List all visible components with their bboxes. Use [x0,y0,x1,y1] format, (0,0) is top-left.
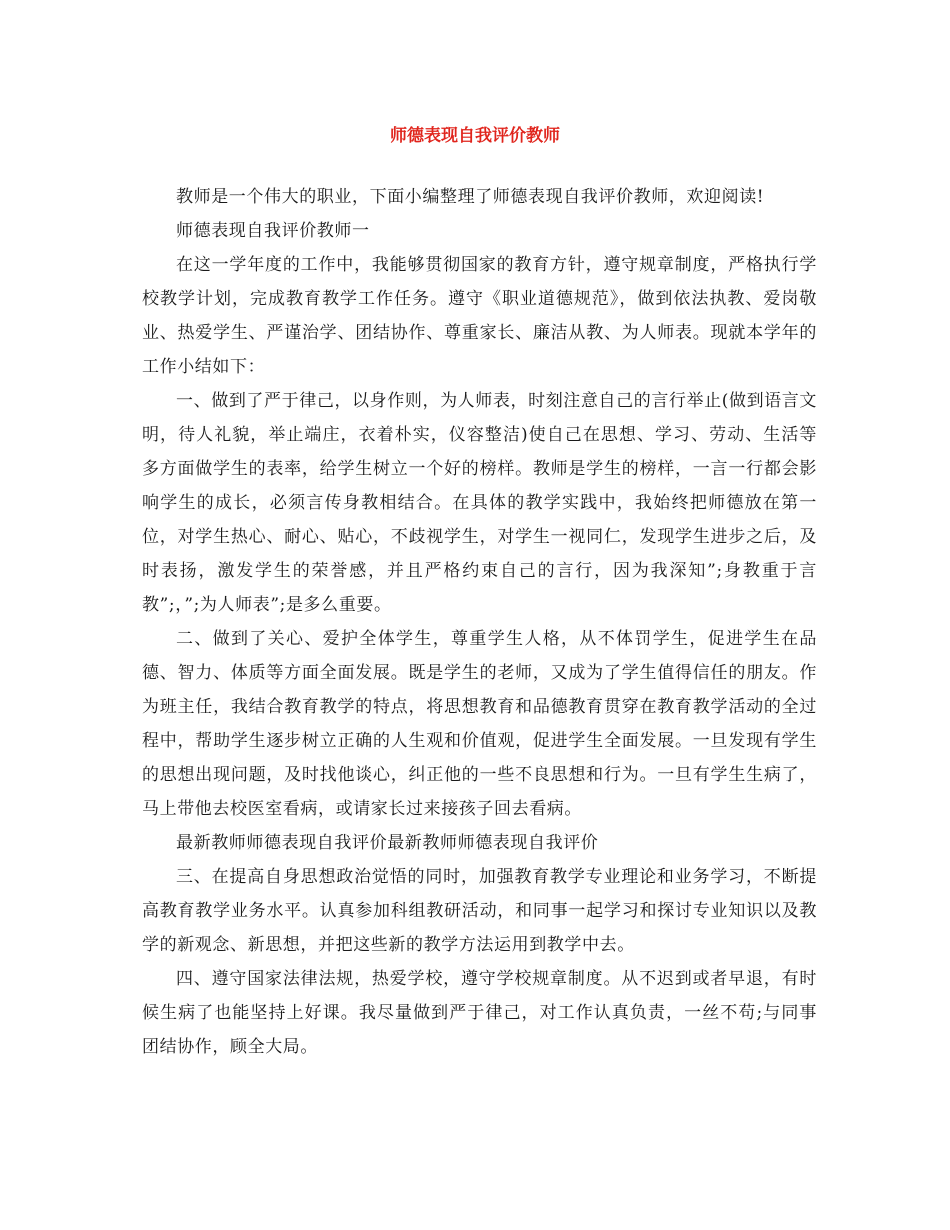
section-heading-2: 最新教师师德表现自我评价最新教师师德表现自我评价 [176,833,599,853]
paragraph-intro: 教师是一个伟大的职业，下面小编整理了师德表现自我评价教师，欢迎阅读! [176,187,765,207]
paragraph-point-3: 三、在提高自身思想政治觉悟的同时，加强教育教学专业理论和业务学习，不断提高教育教学业务水平。认真参加科组教研活动，和同事一起学习和探讨专业知识以及教学的新观念、新思想，并把这些新的教学方法运用到教学中去。 [142,867,817,955]
paragraph-point-4: 四、遵守国家法律法规，热爱学校，遵守学校规章制度。从不迟到或者早退，有时候生病了也能坚持上好课。我尽量做到严于律己，对工作认真负责，一丝不苟;与同事团结协作，顾全大局。 [142,969,817,1057]
section-heading-1: 师德表现自我评价教师一 [176,221,370,241]
paragraph-point-1: 一、做到了严于律己，以身作则，为人师表，时刻注意自己的言行举止(做到语言文明，待人礼貌，举止端庄，衣着朴实，仪容整洁)使自己在思想、学习、劳动、生活等多方面做学生的表率，给学生树立一个好的榜样。教师是学生的榜样，一言一行都会影响学生的成长，必须言传身教相结合。在具体的教学实践中，我始终把师德放在第一位，对学生热心、耐心、贴心，不歧视学生，对学生一视同仁，发现学生进步之后，及时表扬，激发学生的荣誉感，并且严格约束自己的言行，因为我深知”;身教重于言教”;，”;为人师表”;是多么重要。 [142,391,817,615]
paragraph-point-2: 二、做到了关心、爱护全体学生，尊重学生人格，从不体罚学生，促进学生在品德、智力、体质等方面全面发展。既是学生的老师，又成为了学生值得信任的朋友。作为班主任，我结合教育教学的特点，将思想教育和品德教育贯穿在教育教学活动的全过程中，帮助学生逐步树立正确的人生观和价值观，促进学生全面发展。一旦发现有学生的思想出现问题，及时找他谈心，纠正他的一些不良思想和行为。一旦有学生生病了，马上带他去校医室看病，或请家长过来接孩子回去看病。 [142,629,817,819]
paragraph-summary: 在这一学年度的工作中，我能够贯彻国家的教育方针，遵守规章制度，严格执行学校教学计划，完成教育教学工作任务。遵守《职业道德规范》，做到依法执教、爱岗敬业、热爱学生、严谨治学、团结协作、尊重家长、廉洁从教、为人师表。现就本学年的工作小结如下： [142,255,817,377]
document-body [142,180,817,1064]
page-title: 师德表现自我评价教师 [390,126,560,146]
